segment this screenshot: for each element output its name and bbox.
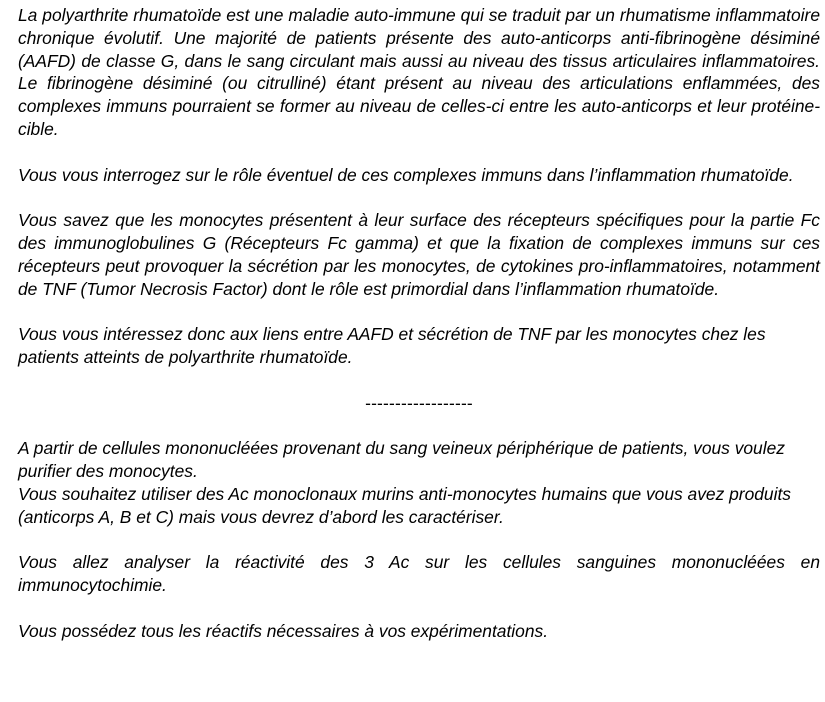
paragraph-monocytes-recepteurs: Vous savez que les monocytes présentent à leur surface des récepteurs spécifiques pour la partie Fc des immunoglobulines G (Récepteurs Fc gamma) et que la fixation de complexes immuns sur ces récepteurs peut provoquer la sécrétion par les monocytes, de cytokines pro-inflammatoires, notamment de TNF (Tumor Necrosis Factor) dont le rôle est primordial dans l’inflammation rhumatoïde. bbox=[18, 210, 820, 299]
paragraph-question-complexes-immuns: Vous vous interrogez sur le rôle éventuel de ces complexes immuns dans l’inflammation rhumatoïde. bbox=[18, 164, 794, 185]
section-divider: ------------------ bbox=[365, 392, 473, 413]
paragraph-reactifs: Vous possédez tous les réactifs nécessaires à vos expérimentations. bbox=[18, 620, 549, 641]
paragraph-purification-monocytes: A partir de cellules mononucléées provenant du sang veineux périphérique de patients, vous voulez purifier des monocytes. bbox=[18, 438, 785, 481]
paragraph-intro-polyarthrite: La polyarthrite rhumatoïde est une maladie auto-immune qui se traduit par un rhumatisme inflammatoire chronique évolutif. Une majorité de patients présente des auto-anticorps anti-fibrinogène désiminé (AAFD) de classe G, dans le sang circulant mais aussi au niveau des tissus articulaires inflammatoires. Le fibrinogène désiminé (ou citrulliné) étant présent au niveau des articulations enflammées, des complexes immuns pourraient se former au niveau de celles-ci entre les auto-anticorps et leur protéine-cible. bbox=[18, 5, 820, 139]
document-page bbox=[18, 4, 820, 642]
paragraph-anticorps-monoclonaux: Vous souhaitez utiliser des Ac monoclonaux murins anti-monocytes humains que vous avez produits (anticorps A, B et C) mais vous devrez d’abord les caractériser. bbox=[18, 483, 791, 527]
paragraph-liens-aafd-tnf: Vous vous intéressez donc aux liens entre AAFD et sécrétion de TNF par les monocytes chez les patients atteints de polyarthrite rhumatoïde. bbox=[18, 324, 766, 367]
paragraph-immunocytochimie: Vous allez analyser la réactivité des 3 Ac sur les cellules sanguines mononucléées en immunocytochimie. bbox=[18, 552, 820, 595]
